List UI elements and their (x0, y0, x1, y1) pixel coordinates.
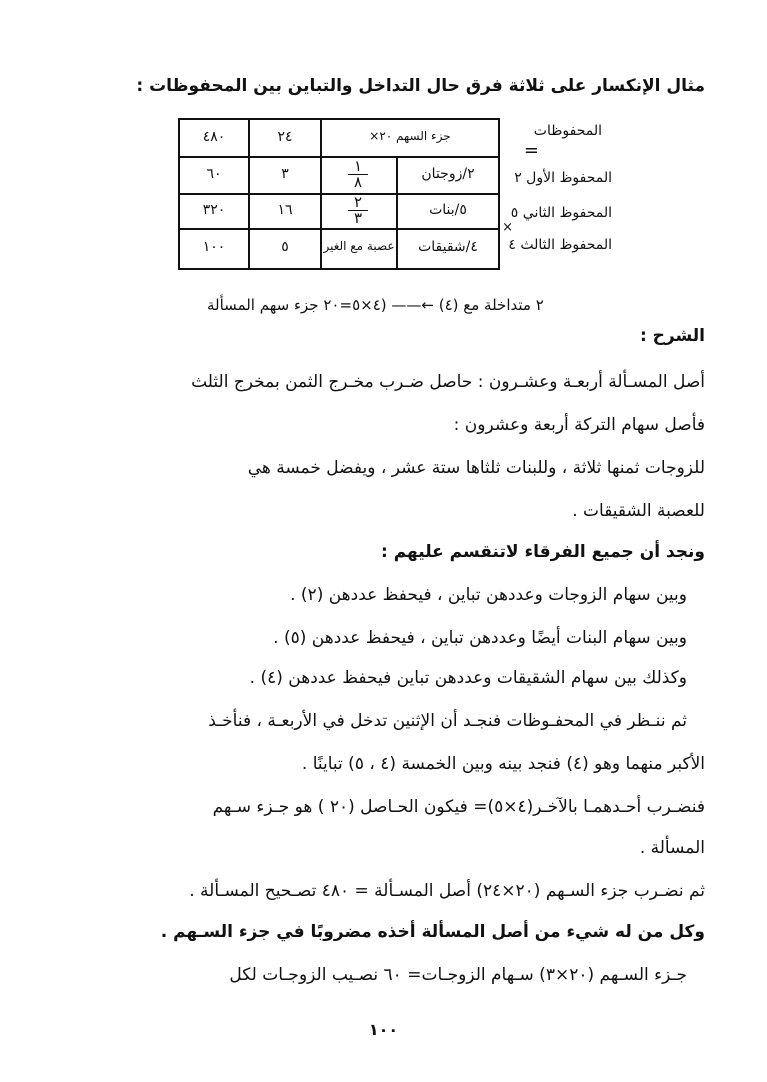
row2-sihaam: ١٦ (277, 202, 293, 218)
paragraph-line: ونجد أن جميع الفرقاء لاتنقسم عليهم : (381, 542, 705, 562)
header-total: ٤٨٠ (202, 129, 226, 145)
table-header-label: المحفوظات (533, 123, 602, 139)
paragraph-line: وبين سهام الزوجات وعددهن تباين ، فيحفظ عددهن (٢) . (290, 585, 687, 605)
paragraph-line: للزوجات ثمنها ثلاثة ، وللبنات ثلثاها ستة عشر ، ويفضل خمسة هي (247, 458, 705, 478)
paragraph-line: وكل من له شيء من أصل المسألة أخذه مضروبًا في جزء السـهم . (160, 922, 705, 942)
row3-result: ١٠٠ (202, 239, 226, 255)
row3-sihaam: ٥ (281, 239, 289, 255)
row1-fraction (348, 157, 368, 191)
paragraph-line: ثم نضـرب جزء السـهم (٢٠×٢٤) أصل المسـألة = ٤٨٠ تصـحيح المسـألة . (189, 881, 705, 901)
header-sahm: جزء السهم ٢٠× (369, 129, 451, 143)
paragraph-line: الأكبر منهما وهو (٤) فنجد بينه وبين الخمسة (٤ ، ٥) تباينًا . (301, 754, 705, 774)
row2-frac-num: ٢ (353, 193, 363, 211)
page-heading: مثال الإنكسار على ثلاثة فرق حال التداخل والتباين بين المحفوظات : (136, 76, 705, 96)
section-title: الشرح : (639, 326, 705, 346)
paragraph-line: ثم ننـظر في المحفـوظات فنجـد أن الإثنين تدخل في الأربعـة ، فنأخـذ (208, 711, 687, 731)
mahfuzat-table (178, 118, 500, 270)
paragraph-line: جـزء السـهم (٢٠×٣) سـهام الزوجـات= ٦٠ نصـيب الزوجـات لكل (229, 965, 687, 985)
row-label-second: المحفوظ الثاني ٥ (510, 205, 612, 221)
row1-heir: ٢/زوجتان (421, 166, 475, 182)
row2-frac-den: ٣ (353, 209, 363, 227)
paragraph-line: فأصل سهام التركة أربعة وعشرون : (453, 415, 705, 435)
header-asl: ٢٤ (277, 129, 293, 145)
paragraph-line: المسألة . (639, 838, 705, 858)
equals-sign: = (523, 140, 539, 161)
row3-share: عصبة مع الغير (323, 239, 395, 253)
row3-heir: ٤/شقيقات (418, 239, 478, 255)
row2-result: ٣٢٠ (202, 202, 226, 218)
row1-sihaam: ٣ (281, 166, 289, 182)
paragraph-line: فنضـرب أحـدهمـا بالآخـر(٤×٥)= فيكون الحـاصل (٢٠ ) هو جـزء سـهم (212, 797, 705, 817)
paragraph-line: أصل المسـألة أربعـة وعشـرون : حاصل ضـرب مخـرج الثمن بمخرج الثلث (191, 372, 705, 392)
multiply-mark: × (502, 220, 513, 235)
row1-frac-den: ٨ (353, 173, 363, 191)
page-number: ١٠٠ (368, 1020, 399, 1039)
row-label-first: المحفوظ الأول ٢ (514, 170, 612, 186)
row2-fraction (348, 193, 368, 227)
row-label-third: المحفوظ الثالث ٤ (508, 237, 612, 253)
paragraph-line: للعصبة الشقيقات . (572, 501, 705, 521)
paragraph-line: وكذلك بين سهام الشقيقات وعددهن تباين فيحفظ عددهن (٤) . (249, 668, 687, 688)
paragraph-line: وبين سهام البنات أيضًا وعددهن تباين ، فيحفظ عددهن (٥) . (273, 628, 687, 648)
arrow-note: ٢ متداخلة مع (٤) ←—— (٤×٥=٢٠ جزء سهم المسألة (207, 296, 544, 314)
row2-heir: ٥/بنات (429, 202, 467, 218)
row1-result: ٦٠ (206, 166, 222, 182)
row1-frac-num: ١ (353, 157, 363, 175)
